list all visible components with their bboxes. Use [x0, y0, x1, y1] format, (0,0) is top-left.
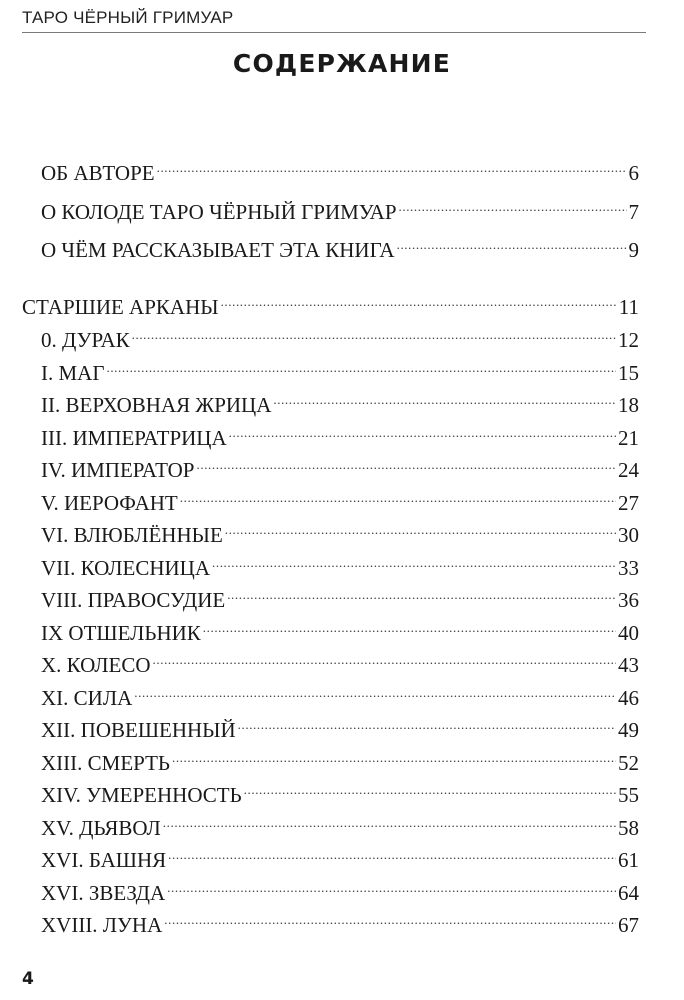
- toc-entry[interactable]: [41, 514, 639, 547]
- toc-entry-page: 7: [628, 200, 639, 224]
- toc-entry[interactable]: [41, 579, 639, 612]
- toc-entry-page: 55: [618, 783, 639, 807]
- toc-entry-page: 67: [618, 913, 639, 937]
- toc-entry-label: О ЧЁМ РАССКАЗЫВАЕТ ЭТА КНИГА: [41, 238, 395, 262]
- toc-entry[interactable]: [41, 742, 639, 775]
- toc-entry-label: XVI. БАШНЯ: [41, 848, 167, 872]
- dot-leader: [168, 839, 616, 867]
- toc-entry[interactable]: [41, 482, 639, 515]
- page-title: СОДЕРЖАНИЕ: [232, 49, 452, 78]
- running-head: ТАРО ЧЁРНЫЙ ГРИМУАР: [22, 6, 646, 33]
- dot-leader: [167, 872, 616, 900]
- toc-entry[interactable]: [41, 644, 639, 677]
- dot-leader: [172, 742, 616, 770]
- toc-entry-page: 27: [618, 491, 639, 515]
- toc-entry-about-author[interactable]: [41, 152, 639, 185]
- toc-entry-label: II. ВЕРХОВНАЯ ЖРИЦА: [41, 393, 272, 417]
- dot-leader: [399, 191, 627, 219]
- toc-entry-page: 6: [628, 161, 639, 185]
- page-number: 4: [22, 969, 34, 989]
- dot-leader: [180, 482, 616, 510]
- toc-entry[interactable]: [41, 872, 639, 905]
- toc-entry-about-book[interactable]: [41, 229, 639, 262]
- toc-entry[interactable]: [41, 839, 639, 872]
- toc-entry-label: ОБ АВТОРЕ: [41, 161, 155, 185]
- toc-entry-about-deck[interactable]: [41, 191, 639, 224]
- toc-entry[interactable]: [41, 677, 639, 710]
- toc-entry[interactable]: [41, 807, 639, 840]
- toc-entry-page: 49: [618, 718, 639, 742]
- toc-entry-page: 52: [618, 751, 639, 775]
- toc-entry[interactable]: [41, 319, 639, 352]
- toc-entry-page: 36: [618, 588, 639, 612]
- toc-entry-label: X. КОЛЕСО: [41, 653, 151, 677]
- toc-entry[interactable]: [41, 612, 639, 645]
- toc-entry-label: О КОЛОДЕ ТАРО ЧЁРНЫЙ ГРИМУАР: [41, 200, 397, 224]
- toc-entry-label: XIV. УМЕРЕННОСТЬ: [41, 783, 242, 807]
- toc-entry-page: 64: [618, 881, 639, 905]
- toc-entry-page: 40: [618, 621, 639, 645]
- toc-entry-page: 15: [618, 361, 639, 385]
- toc-entry[interactable]: [41, 417, 639, 450]
- toc-entry-page: 12: [618, 328, 639, 352]
- toc-entry-label: IX ОТШЕЛЬНИК: [41, 621, 201, 645]
- dot-leader: [212, 547, 616, 575]
- toc-entry[interactable]: [41, 547, 639, 580]
- toc-entry-label: 0. ДУРАК: [41, 328, 130, 352]
- dot-leader: [397, 229, 627, 257]
- toc-section-page: 11: [618, 295, 639, 319]
- dot-leader: [197, 449, 617, 477]
- toc-entry-label: XVI. ЗВЕЗДА: [41, 881, 166, 905]
- dot-leader: [164, 904, 616, 932]
- toc-entry-label: VII. КОЛЕСНИЦА: [41, 556, 210, 580]
- toc-entry-page: 43: [618, 653, 639, 677]
- toc-entry-label: V. ИЕРОФАНТ: [41, 491, 178, 515]
- toc-entry-label: III. ИМПЕРАТРИЦА: [41, 426, 227, 450]
- toc-entry-page: 30: [618, 523, 639, 547]
- toc-section-label: СТАРШИЕ АРКАНЫ: [22, 295, 219, 319]
- dot-leader: [132, 319, 616, 347]
- toc-entry-label: XII. ПОВЕШЕННЫЙ: [41, 718, 236, 742]
- toc-entry-label: IV. ИМПЕРАТОР: [41, 458, 195, 482]
- dot-leader: [238, 709, 616, 737]
- toc-entry-label: VIII. ПРАВОСУДИЕ: [41, 588, 226, 612]
- toc-entry-page: 18: [618, 393, 639, 417]
- dot-leader: [163, 807, 616, 835]
- toc-entry-page: 46: [618, 686, 639, 710]
- toc-entry-label: XIII. СМЕРТЬ: [41, 751, 170, 775]
- dot-leader: [157, 152, 627, 180]
- toc-entry-page: 61: [618, 848, 639, 872]
- toc-entry-label: I. МАГ: [41, 361, 105, 385]
- toc-entry[interactable]: [41, 774, 639, 807]
- dot-leader: [203, 612, 616, 640]
- toc-entry-label: VI. ВЛЮБЛЁННЫЕ: [41, 523, 223, 547]
- toc-entry-label: XI. СИЛА: [41, 686, 133, 710]
- toc-entry-page: 58: [618, 816, 639, 840]
- dot-leader: [227, 579, 616, 607]
- toc-entry[interactable]: [41, 384, 639, 417]
- dot-leader: [229, 417, 616, 445]
- toc-entry-page: 9: [628, 238, 639, 262]
- dot-leader: [221, 286, 617, 314]
- toc-entry-label: XV. ДЬЯВОЛ: [41, 816, 161, 840]
- dot-leader: [244, 774, 616, 802]
- toc-entry-label: XVIII. ЛУНА: [41, 913, 163, 937]
- dot-leader: [106, 352, 616, 380]
- toc-entry[interactable]: [41, 449, 639, 482]
- toc-entry[interactable]: [41, 709, 639, 742]
- toc-entry-page: 21: [618, 426, 639, 450]
- toc-section-major-arcana[interactable]: [22, 286, 639, 319]
- dot-leader: [153, 644, 616, 672]
- toc-entry[interactable]: [41, 352, 639, 385]
- toc-entry-page: 24: [618, 458, 639, 482]
- dot-leader: [225, 514, 616, 542]
- dot-leader: [134, 677, 616, 705]
- toc-entry-page: 33: [618, 556, 639, 580]
- dot-leader: [273, 384, 616, 412]
- toc-entry[interactable]: [41, 904, 639, 937]
